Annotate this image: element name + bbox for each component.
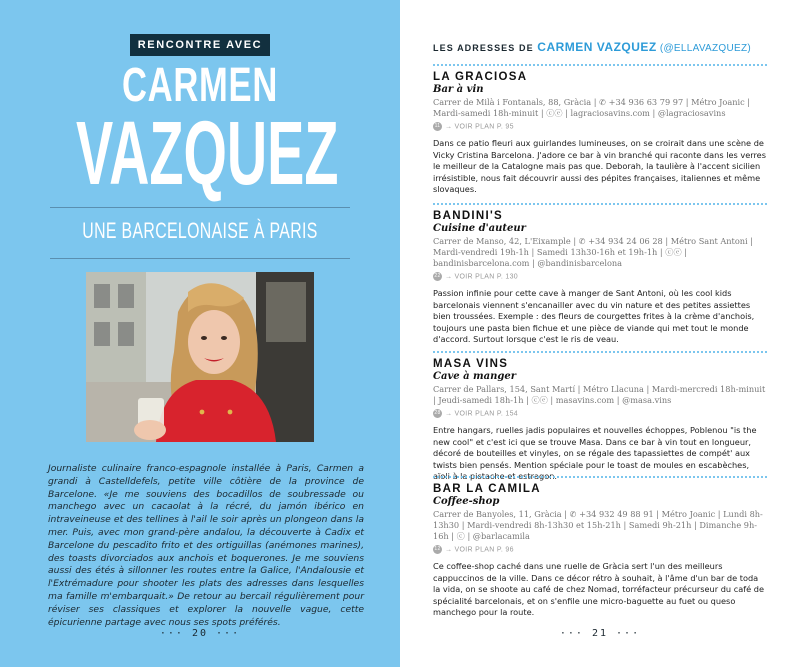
name-first: CARMEN [122,59,278,112]
entry-description: Dans ce patio fleuri aux guirlandes lumineuses, on se croirait dans une scène de Vicky Cristina Barcelona. J'adore ce bar à vin branché qui raconte dans les verres le meilleur de la Catalogne mais pas que. Deborah, la taulière à l'accent sicilien irrésistible, nous fait découvrir aussi des pépites françaises, italiennes et même slovaques. [433,138,766,195]
page-number-right: ··· 21 ··· [559,628,641,639]
entry-title: BANDINI'S [433,210,504,222]
entry-info: Carrer de Manso, 42, L'Eixample | ✆ +34 934 24 06 28 | Métro Sant Antoni | Mardi-vendredi 19h-1h | Samedi 13h30-16h et 19h-1h | ⓒⓔ | bandinisbarcelona.com | @bandinisbarcelona [433,236,754,268]
entry-title: BAR LA CAMILA [433,483,541,495]
plan-ref: → VOIR PLAN P. 96 [445,546,514,554]
entry-info: Carrer de Pallars, 154, Sant Martí | Métro Llacuna | Mardi-mercredi 18h-minuit | Jeudi-samedi 18h-1h | ⓒⓔ | masavins.com | @masa.vins [433,384,766,405]
entry-info: Carrer de Milà i Fontanals, 88, Gràcia | ✆ +34 936 63 79 97 | Métro Joanic | Mardi-samedi 18h-minuit | ⓒⓔ | lagraciosavins.com | @lagraciosavins [433,97,751,118]
dotted-divider [433,64,767,66]
bio-paragraph: Journaliste culinaire franco-espagnole installée à Paris, Carmen a grandi à Castelldefels, petite ville côtière de la province de Barcelone. «Je me souviens des bocadillos de soubressade ou manchego avec un cacaolat à la récré, du jamón ibérico en intraveineuse et des tellines à l'ail le soir après un plongeon dans la mer. Puis, avec mon grand-père andalou, la découverte à Cadix et Barcelone du pescadito frito et des ortiguillas (anémones marines), des toasts divorciados aux anchois et boquerones. Je me souviens aussi des étés à sillonner les routes entre la Galice, l'Andalousie et l'Extrémadure pour shooter les plats des adresses dans lesquelles ma famille m'embarquait.» De retour au bercail régulièrement pour réviser ses classiques et explorer la nouvelle vague, cette épicurienne partage avec nous ses spots préférés. [48,463,364,628]
entry-plan-link[interactable] [433,272,767,281]
portrait-photo [86,272,314,442]
header-handle: (@ELLAVAZQUEZ) [656,43,752,54]
address-entry [433,210,767,346]
entry-type: Bar à vin [433,84,484,95]
entry-description: Ce coffee-shop caché dans une ruelle de Gràcia sert l'un des meilleurs cappuccinos de la ville. Dans ce décor rétro à souhait, à l'âme d'un bar de toda la vida, on se shoote au café de chez Nomad, torréfacteur précurseur du café de spécialité barcelonais, et on s'enfile une micro-baguette au fuet ou queso manchego pour la route. [433,561,764,618]
header-prefix: LES ADRESSES DE [433,43,538,53]
entry-type: Cave à manger [433,371,517,382]
divider-top [50,207,350,208]
plan-number-icon: 11 [434,123,441,129]
entry-info: Carrer de Banyoles, 11, Gràcia | ✆ +34 932 49 88 91 | Métro Joanic | Lundi 8h-13h30 | Mardi-vendredi 8h-13h30 et 15h-21h | Samedi 9h-21h | Dimanche 9h-16h | ⓒ | @barlacamila [433,509,763,541]
entry-type: Cuisine d'auteur [433,223,526,234]
right-page [400,0,800,667]
plan-ref: → VOIR PLAN P. 95 [445,123,514,131]
entry-title: MASA VINS [433,358,509,370]
address-entry [433,483,767,619]
plan-number-icon: 12 [434,546,441,552]
plan-number-icon: 28 [434,410,441,416]
dotted-divider [433,476,767,478]
entry-plan-link[interactable] [433,409,767,418]
plan-ref: → VOIR PLAN P. 154 [445,410,518,418]
plan-number-icon: 22 [434,273,441,279]
portrait-illustration [86,272,314,442]
entry-plan-link[interactable] [433,122,767,131]
entry-title: LA GRACIOSA [433,71,528,83]
address-entry [433,358,767,483]
page-number-left: ··· 20 ··· [159,628,241,639]
header-name: CARMEN VAZQUEZ [537,40,657,54]
address-entry [433,71,767,196]
plan-ref: → VOIR PLAN P. 130 [445,273,518,281]
entry-plan-link[interactable] [433,545,767,554]
entry-description: Passion infinie pour cette cave à manger de Sant Antoni, où les cool kids barcelonais viennent s'encanailler avec du vin nature et des petites assiettes bien troussées. Exemple : des fleurs de courgettes frites à la crème d'anchois, toujours une pasta bien fichue et une pièce de viande qui met tout le monde d'accord. Surtout lorsque c'est le ris de veau. [433,288,755,345]
divider-bottom [50,258,350,259]
subtitle: UNE BARCELONAISE À PARIS [82,218,318,243]
dotted-divider [433,203,767,205]
entry-type: Coffee-shop [433,496,500,507]
addresses-header [433,40,751,54]
dotted-divider [433,351,767,353]
entry-description: Entre hangars, ruelles jadis populaires et nouvelles échoppes, Poblenou "is the new cool" et c'est ici que se trouve Masa. Dans ce bar à vin tout en longueur, décoré de bouteilles et vinyles, on se régale des tapassiettes de compét' aux twists bien pensés. Mention spéciale pour le toast de moules en escabèches, aïoli à la pistache et estragon. [433,425,757,482]
section-tag: RENCONTRE AVEC [130,34,270,56]
name-last: VAZQUEZ [76,104,339,204]
